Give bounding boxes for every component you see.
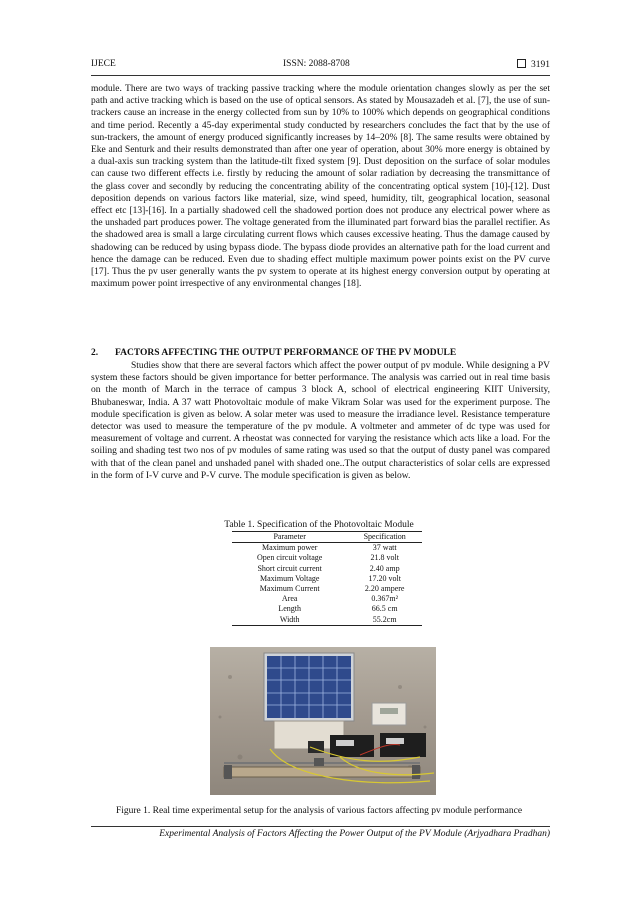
- body-paragraph-1: module. There are two ways of tracking passive tracking where the module orientation changes slowly as per the set path and active tracking which is based on the use of optical sensors. As stated by Mousazadeh et al. [7], the use of sun-trackers cause an increase in the energy collected from sun by 10% to 100% which depends on geographical conditions and time period. Recently a 45-day experimental study conducted by researchers concludes the fact that by the use of sun-trackers, the amount of energy produced significantly increases by 14–20% [8]. The same results were obtained by Eke and Senturk and their results demonstrated than after one year of operation, about 30% more energy is obtained by a dual-axis sun tracking system than the latitude-tilt fixed system [9]. Dust deposition on the surface of solar modules can cause two different effects i.e. firstly by reducing the amount of solar radiation by decreasing the transmittance of the glass cover and secondly by reducing the concentrating ability of the concentrating optical system [10]-[12]. Dust deposition depends on various factors like material, size, wind speed, humidity, tilt, geographical location, seasonal effect etc [13]-[16]. In a partially shadowed cell the shadowed portion does not produce any electrical power where as the unshaded part produces power. The voltage generated from the illuminated part forward bias the parallel rectifier. As the shadowed area is small a large circulating current flows which causes excessive heating. Thus the damage caused by shadowing can be reduced by using bypass diode. The bypass diode provides an alternative path for the load current and hence the damage can be reduced. Even due to shading effect multiple maximum power points exist on the PV curve [17]. Thus the pv user generally wants the pv system to operate at its highest energy conversion output by operating at maximum power point irrespective of any environmental changes [18].: [91, 84, 550, 290]
- section-title: FACTORS AFFECTING THE OUTPUT PERFORMANCE OF THE PV MODULE: [115, 348, 457, 358]
- table-row: [232, 543, 422, 554]
- table-cell: Width: [232, 615, 347, 626]
- table-cell: 0.367m²: [371, 594, 398, 604]
- page-number-text: 3191: [531, 60, 550, 70]
- table-cell: 17.20 volt: [368, 573, 401, 583]
- header-divider: [91, 75, 550, 76]
- running-footer: Experimental Analysis of Factors Affecting the Power Output of the PV Module (Arjyadhara Pradhan): [159, 829, 550, 839]
- square-icon: [517, 59, 526, 68]
- solar-panel-icon: [264, 653, 354, 721]
- table-row: [232, 615, 422, 626]
- table-header-parameter: Parameter: [232, 532, 347, 543]
- table-row: [232, 574, 422, 584]
- table-cell: 55.2cm: [347, 615, 422, 626]
- table-cell: Maximum Voltage: [259, 573, 320, 583]
- table-row: [232, 553, 422, 563]
- table-cell: 37 watt: [372, 543, 397, 553]
- figure-caption: Figure 1. Real time experimental setup for the analysis of various factors affecting pv module performance: [115, 806, 523, 816]
- table-cell: Length: [278, 604, 302, 614]
- table-cell: 2.20 ampere: [364, 584, 405, 594]
- table-caption: Table 1. Specification of the Photovoltaic Module: [224, 520, 414, 530]
- table-cell: Open circuit voltage: [257, 553, 323, 563]
- specification-table: [232, 531, 422, 626]
- page-number: [517, 59, 550, 70]
- table-row: [232, 594, 422, 604]
- table-cell: Area: [281, 594, 298, 604]
- section-heading: [91, 348, 550, 358]
- table-cell: Short circuit current: [257, 563, 322, 573]
- table-cell: Maximum Current: [259, 584, 320, 594]
- footer-divider: [91, 826, 550, 827]
- table-row: [232, 604, 422, 614]
- table-header-row: [232, 532, 422, 543]
- page-header: [91, 59, 550, 75]
- table-cell: 21.8 volt: [370, 553, 399, 563]
- photo-illustration: [210, 647, 436, 795]
- issn-label: ISSN: 2088-8708: [283, 59, 350, 69]
- table-row: [232, 564, 422, 574]
- table-header-specification: Specification: [347, 532, 422, 543]
- table-cell: 2.40 amp: [369, 563, 400, 573]
- section-number: 2.: [91, 348, 99, 358]
- table-row: [232, 584, 422, 594]
- experimental-setup-photo: [210, 647, 436, 795]
- body-paragraph-2: Studies show that there are several factors which affect the power output of pv module. While designing a PV system these factors should be given importance for better performance. The analysis was carried out in real time basis on the month of March in the terrace of campus 3 block A, school of electrical engineering KIIT University, Bhubaneswar, India. A 37 watt Photovoltaic module of make Vikram Solar was used for the experiment purpose. The module specification is given as below. A solar meter was used to measure the irradiance level. Resistance temperature detector was used to measure the temperature of the pv module. A voltmeter and ammeter of dc type was used for measurement of voltage and current. A rheostat was connected for varying the resistance which acts like a load. For the soiling and shading test two nos of pv modules of same rating was used so that the output of dusty panel was compared with that of the clean panel and unshaded panel with shaded one..The output characteristics of solar cells are expressed in the form of I-V curve and P-V curve. The module specification is given as below.: [91, 361, 550, 481]
- table-cell: Maximum power: [262, 543, 318, 553]
- journal-name: IJECE: [91, 59, 116, 69]
- table-cell: 66.5 cm: [371, 604, 398, 614]
